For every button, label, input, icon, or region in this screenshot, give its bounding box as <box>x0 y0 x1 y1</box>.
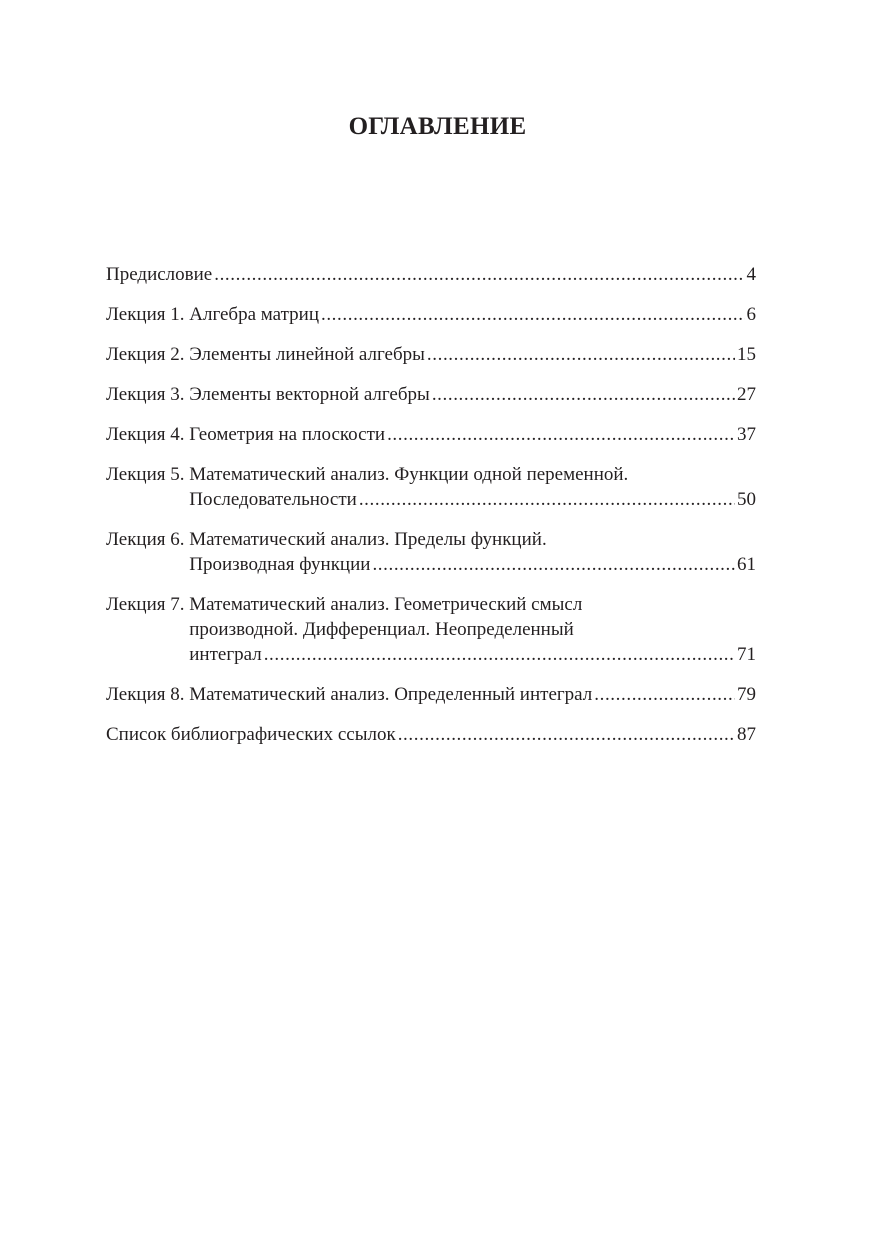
lecture-number: Лекция 6. <box>106 529 190 550</box>
toc-entry-line <box>189 382 756 407</box>
page-number: 4 <box>746 264 756 285</box>
dot-leader <box>372 552 735 577</box>
page-number: 79 <box>737 684 756 705</box>
dot-leader <box>398 722 735 747</box>
toc-entry-title: Список библиографических ссылок <box>106 724 396 745</box>
toc-entry-body <box>189 462 756 512</box>
toc-entry-line <box>106 722 756 747</box>
lecture-number: Лекция 2. <box>106 344 190 365</box>
lecture-number: Лекция 3. <box>106 384 190 405</box>
dot-leader <box>432 382 735 407</box>
toc-entry-title-continued: Последовательности <box>189 489 357 510</box>
toc-entry-title: Математический анализ. Функции одной переменной. <box>189 464 629 485</box>
toc-entry-lecture-5[interactable] <box>106 462 756 512</box>
toc-entry-body <box>106 722 756 747</box>
dot-leader <box>214 262 744 287</box>
toc-entry-title: Элементы линейной алгебры <box>189 344 425 365</box>
toc-entry-body <box>189 527 756 577</box>
toc-entry-lecture-6[interactable] <box>106 527 756 577</box>
toc-entry-lecture-1[interactable] <box>106 302 756 327</box>
toc-entry-title-continued: Производная функции <box>189 554 371 575</box>
toc-entry-line <box>189 487 756 512</box>
page-number: 15 <box>737 344 756 365</box>
page-number: 27 <box>737 384 756 405</box>
dot-leader <box>594 682 735 707</box>
page-number: 87 <box>737 724 756 745</box>
page-number: 71 <box>737 644 756 665</box>
toc-entry-line <box>189 642 756 667</box>
page-number: 61 <box>737 554 756 575</box>
toc-entry-body <box>189 342 756 367</box>
toc-entry-lecture-2[interactable] <box>106 342 756 367</box>
lecture-number: Лекция 8. <box>106 684 190 705</box>
toc-entry-title-continued: производной. Дифференциал. Неопределенный <box>189 619 574 640</box>
dot-leader <box>359 487 735 512</box>
toc-entry-body <box>189 682 756 707</box>
toc-entry-lecture-3[interactable] <box>106 382 756 407</box>
table-of-contents <box>106 262 756 762</box>
toc-entry-title: Математический анализ. Геометрический смысл <box>189 594 583 615</box>
toc-entry-line <box>189 682 756 707</box>
dot-leader <box>427 342 735 367</box>
toc-entry-body <box>189 422 756 447</box>
toc-entry-bibliography[interactable] <box>106 722 756 747</box>
toc-entry-body <box>106 262 756 287</box>
toc-entry-preface[interactable] <box>106 262 756 287</box>
toc-entry-line <box>189 302 756 327</box>
toc-entry-title: Математический анализ. Определенный интеграл <box>189 684 593 705</box>
page-number: 50 <box>737 489 756 510</box>
page-number: 6 <box>746 304 756 325</box>
lecture-number: Лекция 1. <box>106 304 190 325</box>
lecture-number: Лекция 5. <box>106 464 190 485</box>
toc-entry-body <box>189 382 756 407</box>
toc-entry-lecture-4[interactable] <box>106 422 756 447</box>
toc-entry-line <box>189 422 756 447</box>
toc-entry-body <box>189 592 756 667</box>
page-title: ОГЛАВЛЕНИЕ <box>348 113 527 140</box>
dot-leader <box>387 422 735 447</box>
dot-leader <box>321 302 745 327</box>
dot-leader <box>264 642 735 667</box>
toc-entry-title: Алгебра матриц <box>189 304 319 325</box>
toc-entry-body <box>189 302 756 327</box>
toc-entry-title-continued: интеграл <box>189 644 262 665</box>
toc-entry-title: Геометрия на плоскости <box>189 424 386 445</box>
toc-entry-lecture-8[interactable] <box>106 682 756 707</box>
lecture-number: Лекция 4. <box>106 424 190 445</box>
toc-entry-title: Предисловие <box>106 264 213 285</box>
lecture-number: Лекция 7. <box>106 594 190 615</box>
toc-entry-line <box>106 262 756 287</box>
toc-entry-title: Элементы векторной алгебры <box>189 384 430 405</box>
toc-entry-lecture-7[interactable] <box>106 592 756 667</box>
toc-entry-title: Математический анализ. Пределы функций. <box>189 529 547 550</box>
toc-entry-line <box>189 552 756 577</box>
toc-entry-line <box>189 342 756 367</box>
page-number: 37 <box>737 424 756 445</box>
